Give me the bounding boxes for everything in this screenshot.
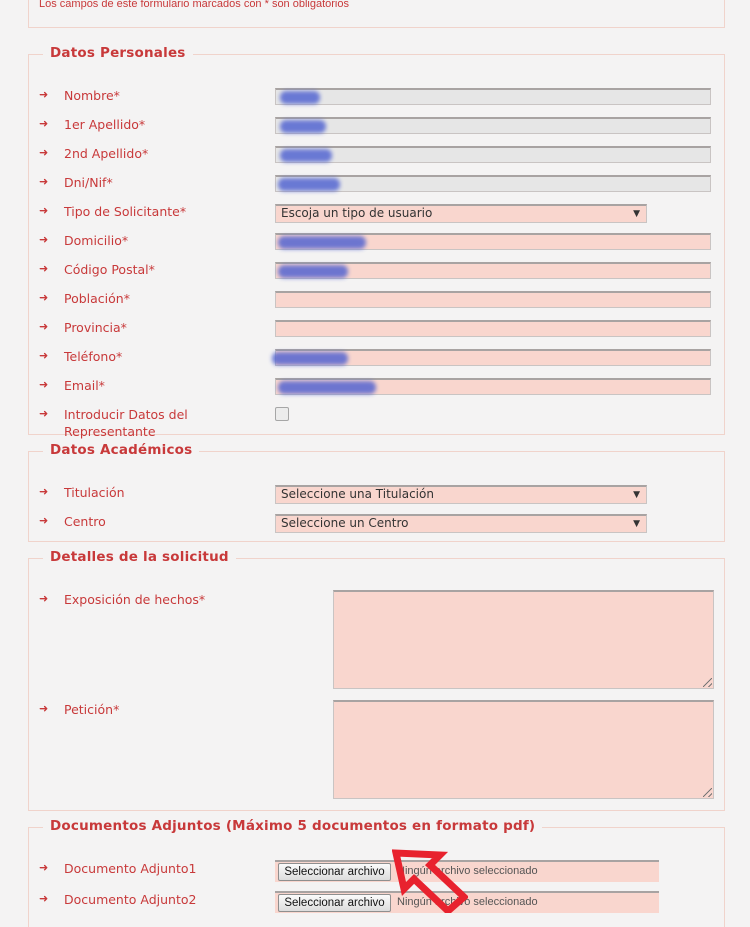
peticion-textarea[interactable] (333, 700, 714, 799)
representante-checkbox[interactable] (275, 407, 289, 421)
label-nombre: Nombre* (64, 88, 120, 103)
row-adjunto2 (29, 891, 724, 913)
row-telefono (29, 348, 724, 370)
resize-grip-icon[interactable] (703, 678, 712, 687)
bullet-arrow-icon: ➜ (39, 233, 49, 246)
label-exposicion: Exposición de hechos* (64, 592, 206, 607)
redacted-value (272, 352, 348, 365)
label-poblacion: Población* (64, 291, 130, 306)
apellido1-input[interactable] (275, 117, 711, 134)
bullet-arrow-icon: ➜ (39, 146, 49, 159)
email-input[interactable] (275, 378, 711, 395)
label-provincia: Provincia* (64, 320, 127, 335)
tipo-solicitante-value: Escoja un tipo de usuario (281, 206, 433, 220)
row-apellido2 (29, 145, 724, 167)
bullet-arrow-icon: ➜ (39, 702, 49, 715)
label-dni: Dni/Nif* (64, 175, 113, 190)
nombre-input[interactable] (275, 88, 711, 105)
row-poblacion (29, 290, 724, 312)
label-centro: Centro (64, 514, 106, 529)
attachments-legend: Documentos Adjuntos (Máximo 5 documentos en formato pdf) (43, 818, 542, 834)
codigo-postal-input[interactable] (275, 262, 711, 279)
label-titulacion: Titulación (64, 485, 125, 500)
telefono-input[interactable] (275, 349, 711, 366)
row-tipo-solicitante (29, 203, 724, 225)
label-codigo-postal: Código Postal* (64, 262, 155, 277)
bullet-arrow-icon: ➜ (39, 88, 49, 101)
row-dni (29, 174, 724, 196)
bullet-arrow-icon: ➜ (39, 291, 49, 304)
required-notice: Los campos de este formulario marcados con * son obligatorios (39, 0, 349, 10)
row-representante (29, 406, 724, 442)
bullet-arrow-icon: ➜ (39, 407, 49, 420)
bullet-arrow-icon: ➜ (39, 349, 49, 362)
dropdown-caret-icon: ▼ (633, 490, 640, 500)
bullet-arrow-icon: ➜ (39, 117, 49, 130)
redacted-value (280, 120, 326, 133)
request-details-legend: Detalles de la solicitud (43, 549, 236, 565)
row-email (29, 377, 724, 399)
redacted-value (278, 178, 340, 191)
label-telefono: Teléfono* (64, 349, 123, 364)
domicilio-input[interactable] (275, 233, 711, 250)
row-provincia (29, 319, 724, 341)
label-adjunto2: Documento Adjunto2 (64, 892, 197, 907)
apellido2-input[interactable] (275, 146, 711, 163)
adjunto1-select-file-button[interactable]: Seleccionar archivo (278, 863, 391, 881)
adjunto2-select-file-button[interactable]: Seleccionar archivo (278, 894, 391, 912)
bullet-arrow-icon: ➜ (39, 485, 49, 498)
bullet-arrow-icon: ➜ (39, 861, 49, 874)
poblacion-input[interactable] (275, 291, 711, 308)
personal-data-legend: Datos Personales (43, 45, 193, 61)
label-adjunto1: Documento Adjunto1 (64, 861, 197, 876)
annotation-arrow-icon (392, 845, 468, 913)
row-domicilio (29, 232, 724, 254)
bullet-arrow-icon: ➜ (39, 175, 49, 188)
label-peticion: Petición* (64, 702, 120, 717)
row-centro (29, 513, 724, 535)
bullet-arrow-icon: ➜ (39, 592, 49, 605)
dropdown-caret-icon: ▼ (633, 209, 640, 219)
adjunto1-file-status: Ningún archivo seleccionado (397, 865, 538, 877)
centro-select[interactable] (275, 514, 647, 533)
adjunto2-file-status: Ningún archivo seleccionado (397, 896, 538, 908)
dropdown-caret-icon: ▼ (633, 519, 640, 529)
titulacion-select[interactable] (275, 485, 647, 504)
centro-value: Seleccione un Centro (281, 516, 409, 530)
label-email: Email* (64, 378, 105, 393)
resize-grip-icon[interactable] (703, 788, 712, 797)
bullet-arrow-icon: ➜ (39, 892, 49, 905)
label-representante: Introducir Datos del Representante (64, 407, 188, 439)
label-apellido2: 2nd Apellido* (64, 146, 149, 161)
label-apellido1: 1er Apellido* (64, 117, 146, 132)
row-codigo-postal (29, 261, 724, 283)
redacted-value (278, 265, 348, 278)
tipo-solicitante-select[interactable] (275, 204, 647, 223)
row-adjunto1 (29, 860, 724, 882)
academic-data-section (28, 442, 725, 542)
dni-input[interactable] (275, 175, 711, 192)
row-titulacion (29, 484, 724, 506)
row-nombre (29, 87, 724, 109)
label-domicilio: Domicilio* (64, 233, 129, 248)
redacted-value (280, 149, 332, 162)
row-apellido1 (29, 116, 724, 138)
bullet-arrow-icon: ➜ (39, 320, 49, 333)
provincia-input[interactable] (275, 320, 711, 337)
academic-data-legend: Datos Académicos (43, 442, 199, 458)
label-tipo-solicitante: Tipo de Solicitante* (64, 204, 187, 219)
redacted-value (280, 91, 320, 104)
attachments-section (28, 818, 725, 927)
bullet-arrow-icon: ➜ (39, 514, 49, 527)
redacted-value (278, 236, 366, 249)
personal-data-section (28, 45, 725, 439)
bullet-arrow-icon: ➜ (39, 204, 49, 217)
redacted-value (278, 381, 376, 394)
bullet-arrow-icon: ➜ (39, 378, 49, 391)
titulacion-value: Seleccione una Titulación (281, 487, 434, 501)
exposicion-textarea[interactable] (333, 590, 714, 689)
bullet-arrow-icon: ➜ (39, 262, 49, 275)
request-details-section (28, 549, 725, 811)
notice-box (28, 0, 725, 28)
